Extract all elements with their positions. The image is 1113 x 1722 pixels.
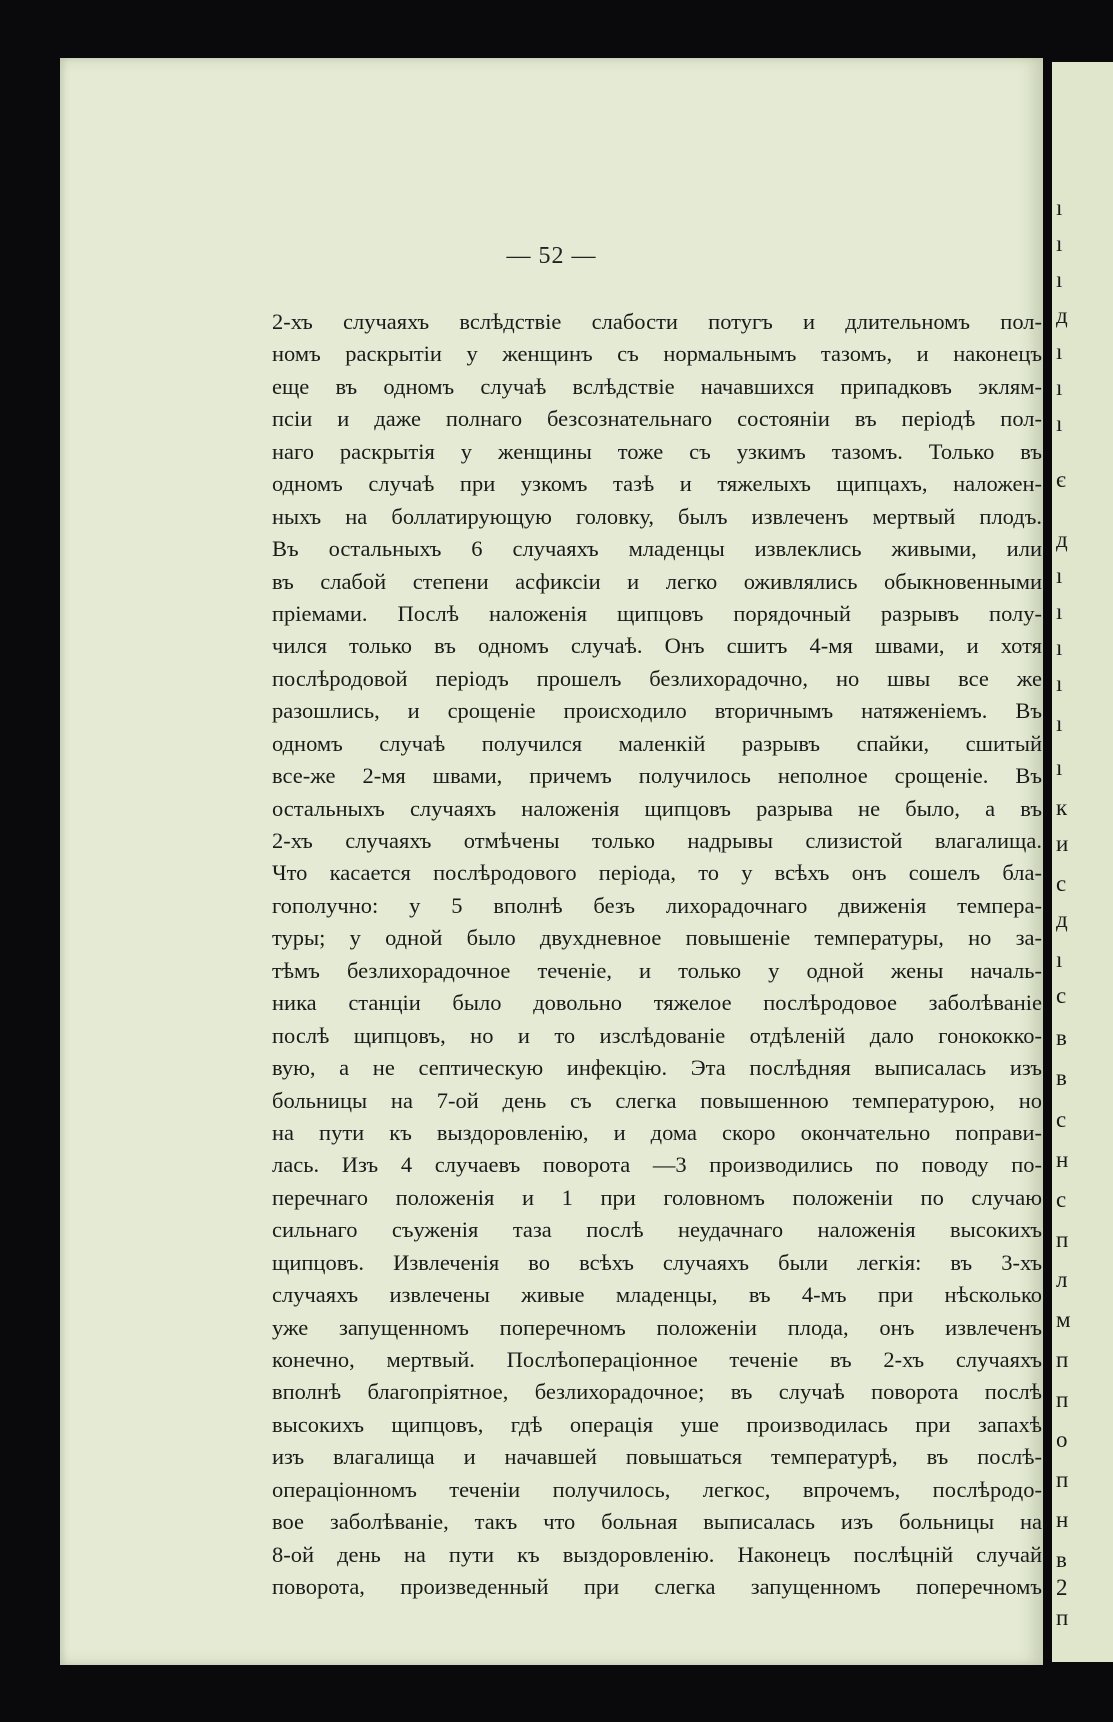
text-line: одномъ случаѣ получился маленкій разрывъ спайки, сшитый	[272, 730, 1042, 756]
next-page-edge-char: в	[1056, 1065, 1067, 1090]
next-page-edge-char: с	[1056, 1107, 1067, 1132]
text-line: лась. Изъ 4 случаевъ поворота —3 производились по поводу по-	[272, 1152, 1042, 1178]
next-page-edge-char: л	[1056, 1267, 1068, 1292]
text-line: тѣмъ безлихорадочное теченіе, и только у одной жены началь-	[272, 957, 1042, 983]
next-page-edge-char: ı	[1056, 635, 1063, 660]
next-page-edge-char: п	[1056, 1347, 1069, 1372]
next-page-edge-char: к	[1056, 795, 1068, 820]
text-line: сильнаго съуженія таза послѣ неудачнаго наложенія высокихъ	[272, 1217, 1042, 1243]
next-page-edge-char: ı	[1056, 563, 1063, 588]
text-line: 8-ой день на пути къ выздоровленію. Наконецъ послѣцній случай	[272, 1541, 1042, 1567]
text-line: пріемами. Послѣ наложенія щипцовъ порядочный разрывъ полу-	[272, 600, 1042, 626]
text-line: ника станціи было довольно тяжелое послѣродовое заболѣваніе	[272, 990, 1042, 1016]
next-page-edge	[1052, 62, 1113, 1662]
text-line: гополучно: у 5 вполнѣ безъ лихорадочнаго движенія темпера-	[272, 892, 1042, 918]
next-page-edge-char: ı	[1056, 599, 1063, 624]
next-page-edge-char: с	[1056, 871, 1067, 896]
text-line: чился только въ одномъ случаѣ. Онъ сшитъ 4-мя швами, и хотя	[272, 633, 1042, 659]
text-line: щипцовъ. Извлеченія во всѣхъ случаяхъ были легкія: въ 3-хъ	[272, 1249, 1042, 1275]
text-line: 2-хъ случаяхъ отмѣчены только надрывы слизистой влагалища.	[272, 828, 1042, 853]
next-page-edge-char: ı	[1056, 711, 1063, 736]
next-page-edge-char: с	[1056, 1187, 1067, 1212]
next-page-edge-char: ı	[1056, 755, 1063, 780]
next-page-edge-char: 2	[1056, 1575, 1068, 1600]
text-line: еще въ одномъ случаѣ вслѣдствіе начавшихся припадковъ эклям-	[272, 373, 1042, 399]
next-page-edge-char: є	[1056, 467, 1066, 492]
page-number: — 52 —	[506, 243, 597, 269]
next-page-edge-char: д	[1056, 527, 1068, 552]
page-text	[272, 306, 1042, 1604]
next-page-edge-char: ı	[1056, 339, 1063, 364]
next-page-edge-char: д	[1056, 303, 1068, 328]
next-page-edge-char: н	[1056, 1507, 1069, 1532]
next-page-edge-char: ı	[1056, 411, 1063, 436]
text-line: конечно, мертвый. Послѣопераціонное теченіе въ 2-хъ случаяхъ	[272, 1347, 1042, 1372]
next-page-edge-char: с	[1056, 983, 1067, 1008]
text-line: наго раскрытія у женщины тоже съ узкимъ тазомъ. Только въ	[272, 438, 1042, 464]
text-line: послѣ щипцовъ, но и то изслѣдованіе отдѣленій дало гонококко-	[272, 1022, 1042, 1048]
text-line: Въ остальныхъ 6 случаяхъ младенцы извлеклись живыми, или	[272, 536, 1042, 562]
text-line: 2-хъ случаяхъ вслѣдствіе слабости потугъ и длительномъ пол-	[272, 309, 1042, 334]
next-page-edge-char: ı	[1056, 671, 1063, 696]
text-line: уже запущенномъ поперечномъ положеніи плода, онъ извлеченъ	[272, 1314, 1042, 1340]
next-page-edge-char: о	[1056, 1427, 1068, 1452]
next-page-edge-char: п	[1056, 1467, 1069, 1492]
text-line: случаяхъ извлечены живые младенцы, въ 4-мъ при нѣсколько	[272, 1282, 1042, 1308]
text-line: перечнаго положенія и 1 при головномъ положеніи по случаю	[272, 1184, 1042, 1210]
next-page-edge-char: н	[1056, 1147, 1069, 1172]
next-page-edge-char: в	[1056, 1547, 1067, 1572]
text-line: въ слабой степени асфиксіи и легко оживлялись обыкновенными	[272, 568, 1042, 594]
text-line: послѣродовой періодъ прошелъ безлихорадочно, но швы все же	[272, 665, 1042, 691]
text-line: больницы на 7-ой день съ слегка повышенною температурою, но	[272, 1087, 1042, 1113]
text-line: все-же 2-мя швами, причемъ получилось неполное срощеніе. Въ	[272, 763, 1042, 789]
text-line: вое заболѣваніе, такъ что больная выписалась изъ больницы на	[272, 1509, 1042, 1535]
next-page-edge-char: и	[1056, 831, 1069, 856]
text-line: на пути къ выздоровленію, и дома скоро окончательно поправи-	[272, 1119, 1042, 1145]
text-line: изъ влагалища и начавшей повышаться температурѣ, въ послѣ-	[272, 1444, 1042, 1470]
next-page-edge-char: ı	[1056, 267, 1063, 292]
next-page-edge-char: ı	[1056, 195, 1063, 220]
next-page-edge-char: ı	[1056, 375, 1063, 400]
next-page-edge-char: д	[1056, 907, 1068, 932]
text-line: Что касается послѣродового періода, то у всѣхъ онъ сошелъ бла-	[272, 860, 1042, 886]
text-line: остальныхъ случаяхъ наложенія щипцовъ разрыва не было, а въ	[272, 795, 1042, 821]
text-line: вую, а не септическую инфекцію. Эта послѣдняя выписалась изъ	[272, 1055, 1042, 1081]
text-line: разошлись, и срощеніе происходило вторичнымъ натяженіемъ. Въ	[272, 698, 1042, 724]
next-page-edge-char: м	[1056, 1307, 1071, 1332]
text-line: туры; у одной было двухдневное повышеніе температуры, но за-	[272, 925, 1042, 951]
text-line: высокихъ щипцовъ, гдѣ операція уше производилась при запахѣ	[272, 1411, 1042, 1437]
text-line: операціонномъ теченіи получилось, легкос, впрочемъ, послѣродо-	[272, 1476, 1042, 1502]
text-line: поворота, произведенный при слегка запущенномъ поперечномъ	[272, 1574, 1042, 1600]
next-page-edge-char: в	[1056, 1025, 1067, 1050]
text-line: псіи и даже полнаго безсознательнаго состояніи въ періодѣ пол-	[272, 406, 1042, 432]
next-page-edge-char: п	[1056, 1605, 1069, 1630]
text-line: номъ раскрытіи у женщинъ съ нормальнымъ тазомъ, и наконецъ	[272, 341, 1042, 367]
text-line: вполнѣ благопріятное, безлихорадочное; въ случаѣ поворота послѣ	[272, 1379, 1042, 1405]
next-page-edge-char: п	[1056, 1387, 1069, 1412]
text-line: ныхъ на боллатирующую головку, былъ извлеченъ мертвый плодъ.	[272, 503, 1042, 529]
next-page-edge-char: п	[1056, 1227, 1069, 1252]
next-page-edge-char: ı	[1056, 231, 1063, 256]
next-page-edge-char: ı	[1056, 947, 1063, 972]
book-page	[60, 58, 1043, 1665]
text-line: одномъ случаѣ при узкомъ тазѣ и тяжелыхъ щипцахъ, наложен-	[272, 471, 1042, 497]
